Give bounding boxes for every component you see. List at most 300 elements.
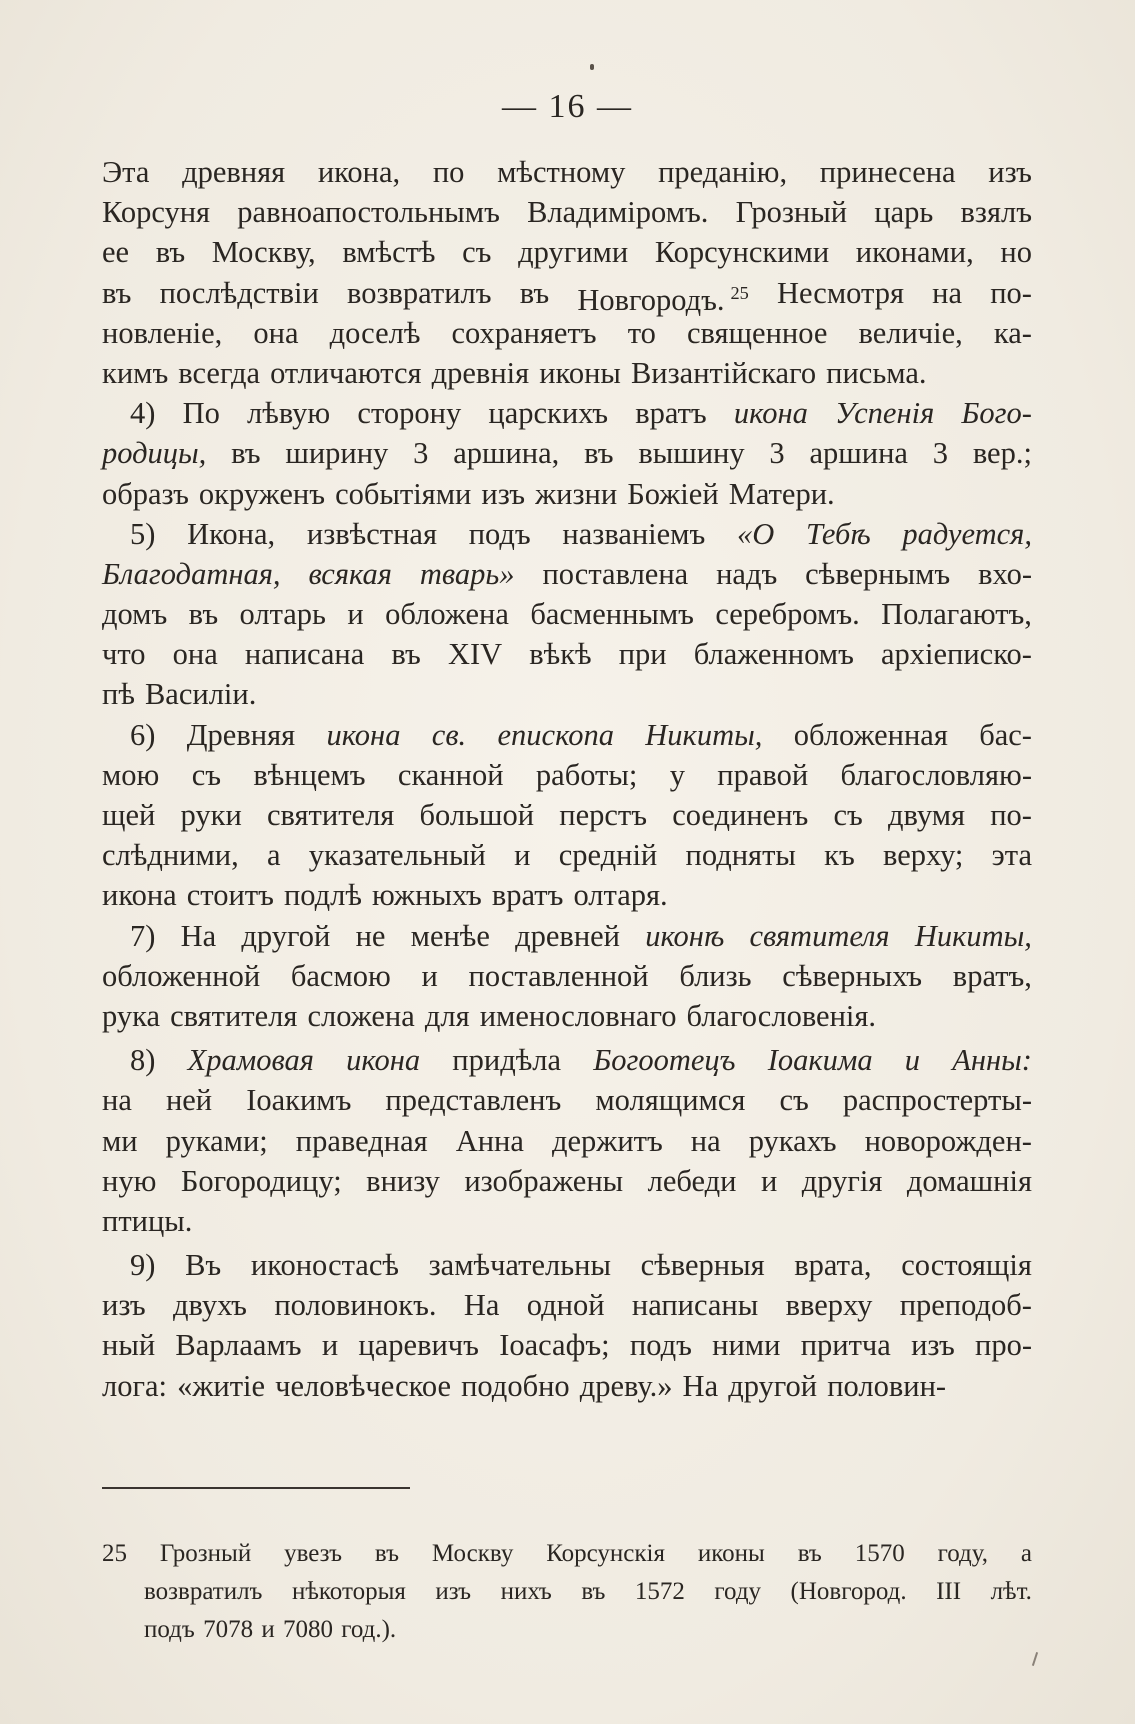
word: 4) [130, 396, 156, 431]
footnote-rule [102, 1487, 410, 1489]
word: по [432, 155, 465, 189]
word: «житіе [177, 1368, 266, 1403]
word: ный [102, 1328, 156, 1363]
word: вратъ, [952, 958, 1032, 993]
word: 7) [130, 918, 156, 953]
word: но [1000, 235, 1032, 270]
word: увезъ [284, 1540, 343, 1567]
word: иконы [539, 355, 621, 390]
word: и [347, 597, 364, 632]
word: внизу [366, 1163, 440, 1198]
word: другими [518, 235, 629, 270]
word: 8) [130, 1043, 156, 1078]
word: для [424, 998, 470, 1033]
word: Полагаютъ, [881, 597, 1032, 632]
word: праведная [295, 1123, 428, 1158]
word: сохраняетъ [451, 315, 597, 350]
word: южныхъ [372, 878, 482, 913]
word: взялъ [960, 195, 1032, 230]
italic-word: иконѣ [645, 918, 725, 953]
word: замѣчательны [428, 1248, 611, 1283]
word: въ [188, 597, 219, 632]
word: въ [519, 275, 550, 310]
word: иконы [697, 1540, 765, 1567]
word: изъ [911, 1328, 955, 1363]
word: въ [155, 235, 186, 270]
word: къ [824, 838, 855, 873]
word: сѣверныхъ [782, 958, 923, 993]
word: средній [558, 838, 658, 873]
word: серебромъ. [715, 597, 860, 632]
text-line [102, 1040, 1032, 1080]
text-line [102, 273, 1032, 317]
word: Въ [185, 1248, 222, 1283]
text-line [102, 674, 1032, 714]
text-line [102, 1201, 1032, 1241]
paragraph [102, 715, 1032, 916]
text-line [102, 1245, 1032, 1285]
word: изъ [988, 155, 1032, 189]
italic-word: Никиты, [645, 717, 763, 752]
word: Москву, [211, 235, 316, 270]
print-speck [590, 64, 594, 70]
page-number: — 16 — [502, 88, 633, 125]
word: съ [191, 757, 221, 792]
word: и [514, 838, 531, 873]
text-line [102, 715, 1032, 755]
word: щей [102, 798, 156, 832]
text-line [102, 1325, 1032, 1365]
word: икона, [317, 155, 401, 189]
word: 1572 [634, 1578, 685, 1605]
word: про- [975, 1328, 1032, 1363]
paragraph [102, 1040, 1032, 1241]
word: въ [374, 1540, 400, 1567]
word: лѣвую [247, 396, 331, 431]
word: она [172, 637, 218, 672]
word: Несмотря [776, 275, 904, 310]
word: и [760, 1163, 778, 1198]
word: не [355, 918, 386, 953]
word: и [421, 958, 438, 993]
word: рукахъ [748, 1123, 837, 1158]
word: царскихъ [488, 396, 609, 431]
word: нѣкоторыя [291, 1578, 406, 1605]
word: письма. [826, 355, 927, 390]
text-line [102, 474, 1032, 514]
word: 25 [102, 1540, 127, 1567]
word: изображены [464, 1163, 624, 1198]
word: руки [180, 798, 242, 832]
word: год.). [341, 1616, 397, 1643]
word: по- [990, 798, 1032, 832]
word: въ [391, 637, 421, 672]
word: съ [779, 1083, 809, 1118]
word: названіемъ [562, 516, 706, 551]
word: именословнаго [479, 998, 677, 1033]
word: работы; [535, 757, 638, 792]
word: вверху [785, 1288, 873, 1323]
word: священное [686, 315, 828, 350]
word: руками; [165, 1123, 268, 1158]
word: подъ [629, 1328, 692, 1363]
word: 6) [130, 717, 156, 752]
word: половин- [827, 1368, 947, 1403]
word: другія [801, 1163, 883, 1198]
word: изъ [481, 476, 526, 511]
word: иконостасѣ [250, 1248, 399, 1283]
italic-word: и [904, 1043, 921, 1078]
word: возвратилъ [144, 1578, 263, 1605]
word: древнія [431, 355, 530, 390]
text-line [102, 835, 1032, 875]
text-line [102, 1161, 1032, 1201]
word: съ [833, 798, 863, 832]
word: году [714, 1578, 762, 1605]
word: иконами, [855, 235, 974, 270]
text-line [102, 594, 1032, 634]
word: одной [526, 1288, 605, 1323]
word: держитъ [551, 1123, 663, 1158]
word: олтаря. [573, 878, 668, 913]
word: архіеписко- [880, 637, 1032, 672]
word: сѣверныя [640, 1248, 765, 1283]
italic-word: радуется, [902, 516, 1032, 551]
word: то [627, 315, 656, 350]
word: подобно [461, 1368, 570, 1403]
word: написана [244, 637, 365, 672]
word: указательный [308, 838, 486, 873]
word: изъ [435, 1578, 472, 1605]
word: въ [797, 1540, 822, 1567]
word: мѣстному [497, 155, 626, 189]
word: въ [581, 1578, 606, 1605]
text-line [102, 795, 1032, 835]
word: Владиміромъ. [527, 195, 709, 230]
word: человѣческое [275, 1368, 452, 1403]
word: блаженномъ [693, 637, 854, 672]
word: Корсуня [102, 195, 211, 230]
word: изъ [102, 1288, 146, 1323]
footnote-line [102, 1573, 1032, 1611]
word: отличаются [270, 355, 422, 390]
italic-word: родицы, [102, 436, 207, 471]
word: 9) [130, 1248, 156, 1283]
word: 7078 [203, 1616, 254, 1643]
italic-word: икона [733, 396, 808, 431]
word: Варлаамъ [175, 1328, 302, 1363]
word: рука [102, 998, 160, 1033]
word: ка- [993, 315, 1032, 350]
word: подъ [468, 516, 531, 551]
word: домъ [102, 597, 168, 632]
italic-word: тварь» [419, 556, 515, 591]
word: 1570 [854, 1540, 905, 1567]
word: нихъ [500, 1578, 552, 1605]
word: вер.; [972, 436, 1032, 471]
italic-word: Тебѣ [805, 516, 871, 551]
main-text [102, 152, 1032, 1406]
word: На [682, 1368, 719, 1403]
word: Византійскаго [630, 355, 817, 390]
word: съ [462, 235, 492, 270]
text-line [102, 1080, 1032, 1120]
paragraph [102, 1245, 1032, 1406]
text-line [102, 1121, 1032, 1161]
word: и [261, 1616, 275, 1643]
word: слѣдними, [102, 838, 239, 873]
word: Новгородъ. $^{25}$ [577, 282, 749, 317]
word: Корсунскими [654, 235, 830, 270]
footnote-line [102, 1535, 1032, 1573]
word: (Новгород. [790, 1578, 907, 1605]
italic-word: Богоотецъ [593, 1043, 736, 1078]
word: Богородицу; [180, 1163, 342, 1198]
text-line [102, 1285, 1032, 1325]
paragraph [102, 393, 1032, 514]
word: поставленной [468, 958, 649, 993]
paragraph [102, 514, 1032, 715]
paragraph [102, 152, 1032, 393]
italic-word: Благодатная, [102, 556, 281, 591]
word: по- [990, 275, 1032, 310]
word: благословенія. [686, 998, 877, 1033]
word: близь [679, 958, 752, 993]
word: святителя [266, 798, 395, 832]
word: стоитъ [186, 878, 274, 913]
italic-word: всякая [308, 556, 392, 591]
word: благословляю- [840, 757, 1032, 792]
word: икона [102, 878, 177, 913]
word: новленіе, [102, 315, 223, 350]
word: 5) [130, 516, 156, 551]
word: Древняя [186, 717, 296, 752]
word: что [102, 637, 146, 672]
word: Матери. [728, 476, 835, 511]
word: На [463, 1288, 500, 1323]
italic-word: икона [326, 717, 401, 752]
word: вѣкѣ [529, 637, 592, 672]
text-line [102, 393, 1032, 433]
word: сѣвернымъ [805, 556, 951, 591]
word: ную [102, 1163, 157, 1198]
word: III [936, 1578, 962, 1605]
word: перстъ [559, 798, 648, 832]
word: ней [165, 1083, 213, 1118]
word: въ [231, 436, 261, 471]
word: По [182, 396, 220, 431]
word: въ [584, 436, 614, 471]
word: послѣдствіи [159, 275, 319, 310]
word: придѣла [452, 1043, 562, 1078]
word: эта [991, 838, 1032, 873]
print-mark [1032, 1652, 1038, 1666]
word: аршина [809, 436, 908, 471]
word: обложена [385, 597, 509, 632]
word: надъ [716, 556, 778, 591]
text-line [102, 313, 1032, 353]
word: извѣстная [306, 516, 437, 551]
word: при [618, 637, 667, 672]
word: Анна [455, 1123, 524, 1158]
word: вратъ [635, 396, 707, 431]
word: равноапостольнымъ [237, 195, 500, 230]
italic-word: «О [736, 516, 775, 551]
text-line [102, 232, 1032, 272]
word: окруженъ [198, 476, 325, 511]
word: менѣе [410, 918, 490, 953]
word: молящимся [595, 1083, 746, 1118]
word: лога: [102, 1368, 167, 1403]
word: распростерты- [842, 1083, 1032, 1118]
text-line [102, 755, 1032, 795]
text-line [102, 916, 1032, 956]
word: въ [102, 275, 132, 310]
word: вратъ [491, 878, 564, 913]
text-line [102, 875, 1032, 915]
word: всегда [178, 355, 260, 390]
text-line [102, 192, 1032, 232]
word: жизни [535, 476, 618, 511]
word: врата, [794, 1248, 872, 1283]
word: новорожден- [864, 1123, 1032, 1158]
word: вышину [638, 436, 745, 471]
word: ширину [285, 436, 389, 471]
word: 3 [932, 436, 949, 471]
text-line [102, 514, 1032, 554]
italic-word: Храмовая [187, 1043, 314, 1078]
word: подняты [685, 838, 796, 873]
word: Іоасафъ; [499, 1328, 610, 1363]
word: преданію, [658, 155, 788, 189]
word: Грозный [159, 1540, 252, 1567]
text-line [102, 956, 1032, 996]
word: написаны [631, 1288, 759, 1323]
word: половинокъ. [274, 1288, 437, 1323]
footnote-ref[interactable]: 25 [730, 282, 749, 303]
italic-word: Анны: [952, 1043, 1032, 1078]
word: Грозный [735, 195, 848, 230]
italic-word: св. [431, 717, 467, 752]
italic-word: Іоакима [767, 1043, 873, 1078]
word: а [1020, 1540, 1032, 1567]
word: басмою [290, 958, 391, 993]
word: у [669, 757, 685, 792]
word: величіе, [858, 315, 963, 350]
word: принесена [819, 155, 956, 189]
footnote [102, 1535, 1032, 1649]
word: на [102, 1083, 132, 1118]
word: Іоакимъ [246, 1083, 352, 1118]
word: Икона, [187, 516, 276, 551]
text-line [102, 1366, 1032, 1406]
italic-word: Успенія [835, 396, 935, 431]
word: событіями [335, 476, 472, 511]
word: состоящія [901, 1248, 1032, 1283]
italic-word: Бого- [961, 396, 1032, 431]
word: обложенной [102, 958, 261, 993]
word: верху; [882, 838, 964, 873]
word: бас- [979, 717, 1032, 752]
word: вѣнцемъ [253, 757, 366, 792]
text-line [102, 634, 1032, 674]
word: Корсунскія [546, 1540, 665, 1567]
word: святителя [170, 998, 298, 1033]
word: образъ [102, 476, 189, 511]
word: сложена [307, 998, 415, 1033]
word: Москву [431, 1540, 514, 1567]
word: вмѣстѣ [342, 235, 436, 270]
word: возвратилъ [347, 275, 492, 310]
word: древу.» [579, 1368, 673, 1403]
word: древняя [182, 155, 286, 189]
word: вхо- [978, 556, 1032, 591]
text-line [102, 433, 1032, 473]
word: XIV [447, 637, 503, 672]
word: царевичъ [358, 1328, 479, 1363]
word: правой [717, 757, 809, 792]
word: она [253, 315, 299, 350]
word: домашнія [906, 1163, 1032, 1198]
text-line [102, 353, 1032, 393]
word: Василіи. [144, 677, 257, 712]
italic-word: икона [346, 1043, 421, 1078]
word: двухъ [172, 1288, 247, 1323]
word: ее [102, 235, 130, 270]
italic-word: Никиты, [914, 918, 1032, 953]
word: году, [937, 1540, 988, 1567]
italic-word: епископа [497, 717, 614, 752]
paragraph [102, 916, 1032, 1037]
word: пѣ [102, 677, 135, 712]
word: Божіей [627, 476, 719, 511]
text-line [102, 996, 1032, 1036]
word: соединенъ [672, 798, 809, 832]
word: другой [241, 918, 331, 953]
word: сканной [397, 757, 504, 792]
word: поставлена [542, 556, 689, 591]
word: басменнымъ [530, 597, 694, 632]
word: сторону [357, 396, 462, 431]
word: лебеди [647, 1163, 737, 1198]
word: древней [515, 918, 620, 953]
word: доселѣ [329, 315, 421, 350]
word: подлѣ [283, 878, 362, 913]
word: Эта [102, 155, 150, 189]
word: преподоб- [899, 1288, 1032, 1323]
word: ми [102, 1123, 138, 1158]
word: и [321, 1328, 339, 1363]
text-line [102, 554, 1032, 594]
word: лѣт. [990, 1578, 1032, 1605]
word: ними [712, 1328, 781, 1363]
word: большой [419, 798, 535, 832]
word: двумя [887, 798, 966, 832]
word: притча [800, 1328, 891, 1363]
word: а [266, 838, 281, 873]
word: аршина, [453, 436, 560, 471]
word: обложенная [793, 717, 948, 752]
word: 3 [769, 436, 785, 471]
word: 3 [413, 436, 429, 471]
word: птицы. [102, 1203, 193, 1238]
word: подъ [144, 1616, 195, 1643]
word: представленъ [385, 1083, 562, 1118]
text-line [102, 152, 1032, 192]
word: на [932, 275, 963, 310]
italic-word: святителя [749, 918, 890, 953]
word: кимъ [102, 355, 169, 390]
